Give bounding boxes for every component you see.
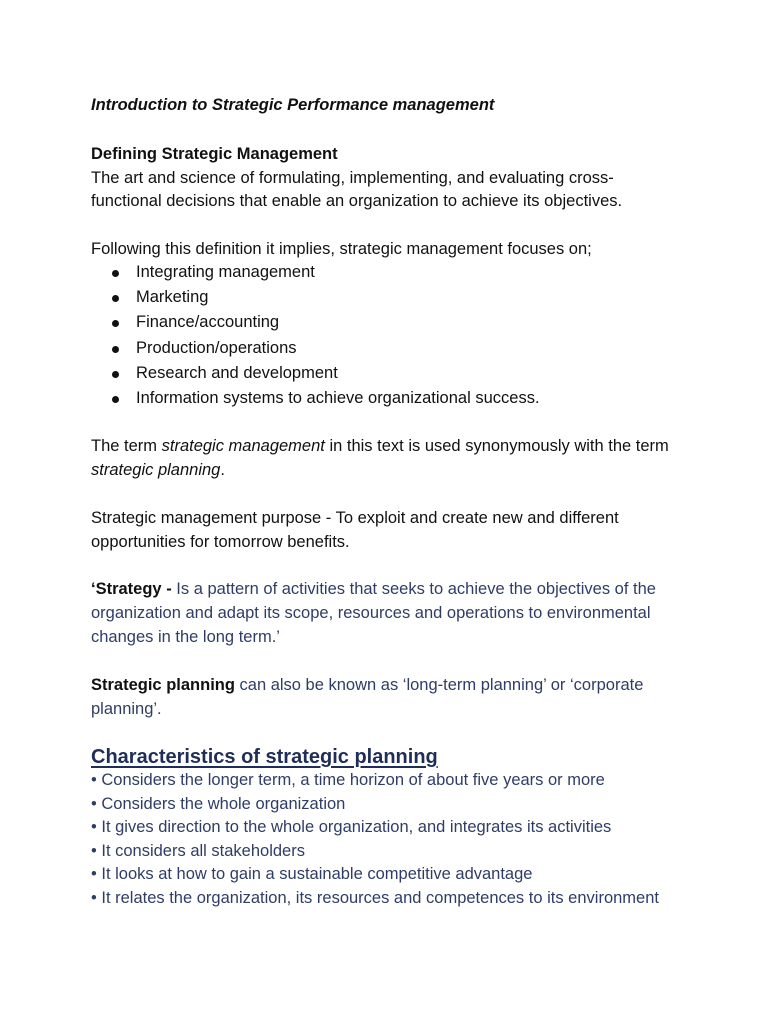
focus-list-item: Production/operations: [91, 336, 540, 361]
characteristics-list-item: • It gives direction to the whole organization, and integrates its activities: [91, 818, 612, 837]
strategy-definition-line-3: changes in the long term.’: [91, 628, 280, 646]
purpose-line-2: opportunities for tomorrow benefits.: [91, 533, 350, 551]
strategy-label: ‘Strategy -: [91, 580, 177, 598]
bullet-icon: [112, 270, 119, 277]
characteristics-list-item: • It looks at how to gain a sustainable competitive advantage: [91, 865, 533, 884]
definition-heading: Defining Strategic Management: [91, 145, 338, 163]
focus-list-item: Finance/accounting: [91, 310, 540, 335]
focus-list: [91, 260, 540, 411]
planning-alias-line-2: planning’.: [91, 700, 162, 718]
definition-text-line-1: The art and science of formulating, implementing, and evaluating cross-: [91, 169, 614, 187]
focus-list-item: Marketing: [91, 285, 540, 310]
document-title: Introduction to Strategic Performance management: [91, 96, 495, 114]
focus-list-item: Research and development: [91, 361, 540, 386]
term-strategic-management: strategic management: [161, 437, 325, 455]
strategy-definition-line-1: ‘Strategy - Is a pattern of activities that seeks to achieve the objectives of the: [91, 580, 656, 598]
focus-list-item: Information systems to achieve organizational success.: [91, 386, 540, 411]
characteristics-list-item: • It considers all stakeholders: [91, 841, 305, 860]
characteristics-list-item: • Considers the longer term, a time horizon of about five years or more: [91, 771, 605, 789]
bullet-icon: [112, 320, 119, 327]
focus-list-item: Integrating management: [91, 260, 540, 285]
purpose-line-1: Strategic management purpose - To exploit and create new and different: [91, 509, 619, 527]
planning-alias-line-1: Strategic planning can also be known as ‘long-term planning’ or ‘corporate: [91, 676, 644, 694]
focus-intro: Following this definition it implies, strategic management focuses on;: [91, 240, 592, 258]
strategic-planning-label: Strategic planning: [91, 676, 235, 694]
term-paragraph-line-2: strategic planning.: [91, 461, 225, 479]
bullet-icon: [112, 295, 119, 302]
characteristics-heading: Characteristics of strategic planning: [91, 746, 438, 768]
bullet-icon: [112, 346, 119, 353]
definition-text-line-2: functional decisions that enable an organization to achieve its objectives.: [91, 192, 623, 210]
term-paragraph-line-1: The term strategic management in this text is used synonymously with the term: [91, 437, 669, 455]
term-strategic-planning: strategic planning: [91, 461, 221, 479]
characteristics-list-item: • Considers the whole organization: [91, 794, 346, 813]
characteristics-list-item: • It relates the organization, its resources and competences to its environment: [91, 888, 659, 907]
characteristics-list: [91, 769, 659, 911]
strategy-definition-line-2: organization and adapt its scope, resources and operations to environmental: [91, 604, 651, 622]
bullet-icon: [112, 396, 119, 403]
bullet-icon: [112, 371, 119, 378]
